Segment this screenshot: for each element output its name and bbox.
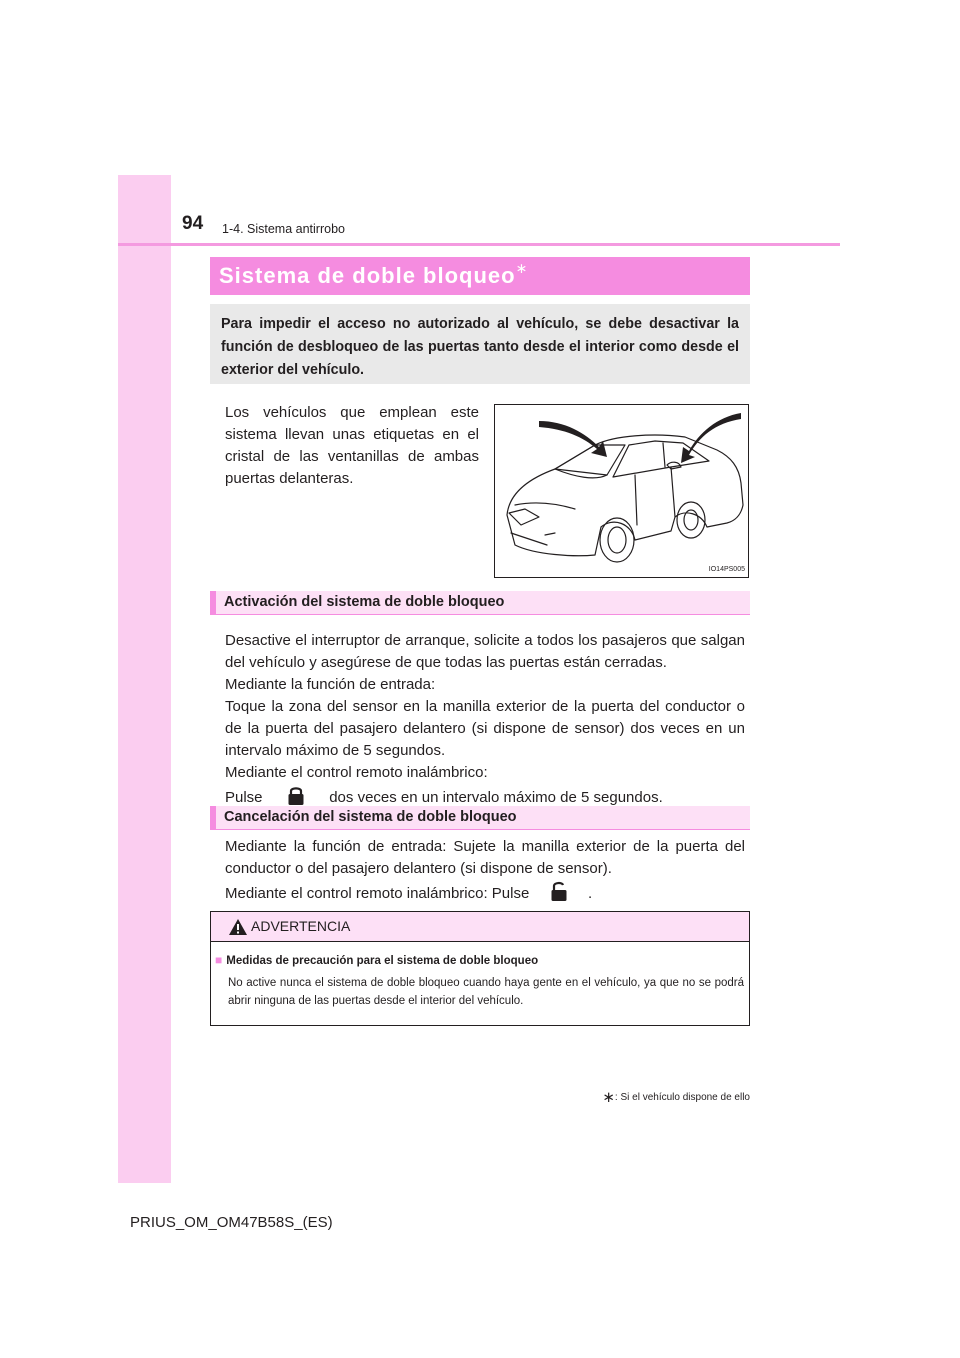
lock-icon (285, 784, 307, 806)
cancellation-heading: Cancelación del sistema de doble bloqueo (210, 806, 750, 830)
entry-function-label: Mediante la función de entrada: (225, 676, 436, 693)
activation-paragraph: Desactive el interruptor de arranque, solicite a todos los pasajeros que salgan del vehículo y asegúrese de que todas las puertas están cerradas. (225, 632, 745, 671)
cancel-entry-text: Mediante la función de entrada: Sujete la manilla exterior de la puerta del conductor o del pasajero delantero (si dispone de sensor). (225, 838, 745, 877)
warning-label: ADVERTENCIA (251, 918, 351, 934)
remote-pulse-text: dos veces en un intervalo máximo de 5 segundos. (329, 789, 663, 806)
remote-control-label: Mediante el control remoto inalámbrico: (225, 764, 488, 781)
warning-header (211, 912, 749, 942)
square-bullet-icon: ■ (215, 953, 223, 967)
warning-box (210, 911, 750, 1026)
activation-steps (225, 674, 745, 809)
section-reference: 1-4. Sistema antirrobo (222, 222, 345, 236)
warning-title-text: Medidas de precaución para el sistema de doble bloqueo (226, 955, 539, 967)
remote-pulse-label: Pulse (225, 789, 263, 806)
car-illustration (495, 405, 748, 577)
unlock-icon (548, 880, 570, 902)
cancel-remote-text: Mediante el control remoto inalámbrico: Pulse (225, 885, 530, 902)
page-title (210, 257, 750, 295)
header-rule (118, 243, 840, 246)
footnote-asterisk: ∗ (602, 1089, 615, 1106)
figure-code: IO14PS005 (708, 566, 745, 573)
cancellation-steps (225, 836, 745, 905)
warning-icon (228, 918, 248, 936)
title-asterisk: ∗ (515, 260, 529, 276)
cancel-remote-period: . (588, 885, 593, 902)
warning-text: No active nunca el sistema de doble bloqueo cuando haya gente en el vehículo, ya que no se podrá abrir ninguna de las puertas desde el interior del vehículo. (228, 977, 744, 1007)
page-title-text: Sistema de doble bloqueo (219, 263, 516, 288)
cancel-remote-step (225, 880, 745, 905)
car-figure (494, 404, 749, 578)
entry-function-text: Toque la zona del sensor en la manilla exterior de la puerta del conductor o de la puerta del pasajero delantero (si dispone de sensor) dos veces en un intervalo máximo de 5 segundos. (225, 698, 745, 759)
page-number: 94 (182, 213, 204, 234)
footnote (602, 1088, 750, 1106)
label-paragraph: Los vehículos que emplean este sistema llevan unas etiquetas en el cristal de las ventanillas de ambas puertas delanteras. (225, 404, 479, 487)
document-code: PRIUS_OM_OM47B58S_(ES) (130, 1214, 333, 1231)
intro-box: Para impedir el acceso no autorizado al vehículo, se debe desactivar la función de desbloqueo de las puertas tanto desde el interior como desde el exterior del vehículo. (210, 304, 750, 384)
side-tab (118, 175, 171, 1183)
warning-title (215, 953, 538, 967)
activation-heading: Activación del sistema de doble bloqueo (210, 591, 750, 615)
footnote-text: : Si el vehículo dispone de ello (614, 1092, 750, 1103)
